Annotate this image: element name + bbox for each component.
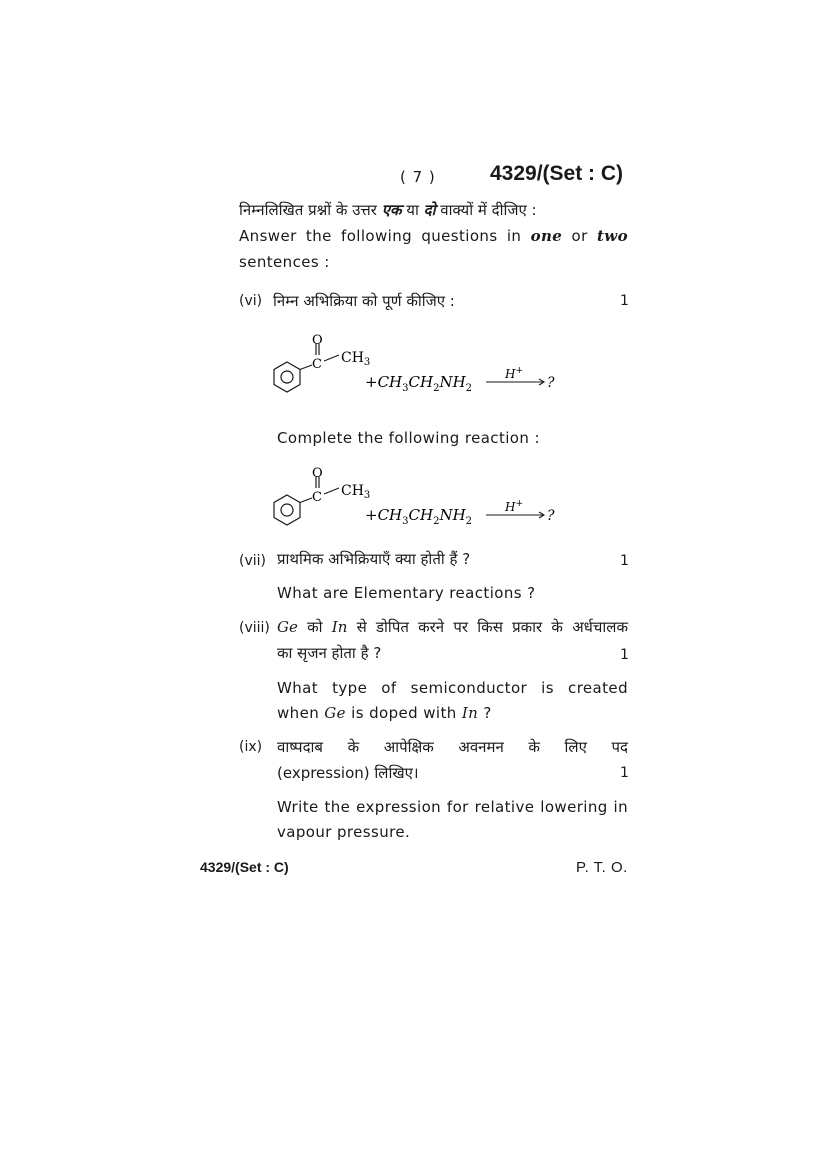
benzene-ring-1 (274, 362, 300, 392)
indium-symbol-en: In (461, 704, 479, 722)
question-ix-hindi-line2: (expression) लिखिए। (277, 764, 419, 782)
reagent-1: $+CH_3CH_2NH_2$ (365, 373, 473, 394)
question-vii-marks: 1 (620, 553, 629, 569)
germanium-symbol: Ge (277, 618, 298, 636)
reaction-scheme-1 (268, 330, 568, 400)
question-vi-hindi: निम्न अभिक्रिया को पूर्ण कीजिए : (273, 292, 455, 310)
instruction-english-two: two (596, 227, 628, 245)
question-number-viii: (viii) (239, 620, 270, 636)
question-vii-english: What are Elementary reactions ? (277, 584, 536, 602)
question-ix-marks: 1 (620, 765, 629, 781)
pto-label: P. T. O. (576, 859, 628, 876)
question-viii-english-line1: What type of semiconductor is created (277, 679, 628, 697)
germanium-symbol-en: Ge (324, 704, 346, 722)
question-vi-english: Complete the following reaction : (277, 429, 540, 447)
catalyst-2: H+ (505, 499, 524, 514)
paper-code-footer: 4329/(Set : C) (200, 859, 289, 875)
question-ix-english-line1: Write the expression for relative lowering in (277, 798, 628, 816)
carbonyl-carbon-2: C (312, 490, 322, 505)
instruction-hindi: निम्नलिखित प्रश्नों के उत्तर एक या दो वाक्यों में दीजिए : (239, 201, 537, 219)
indium-symbol: In (331, 618, 348, 636)
question-vii-hindi: प्राथमिक अभिक्रियाएँ क्या होती हैं ? (277, 550, 471, 568)
reaction-scheme-2 (268, 463, 568, 533)
question-vi-marks: 1 (620, 293, 629, 309)
reaction-product-2: ? (547, 508, 555, 524)
methyl-group-2: $CH_3$ (341, 483, 371, 501)
instruction-hindi-one: एक (381, 201, 402, 219)
methyl-group-1: $CH_3$ (341, 350, 371, 368)
benzene-ring-2 (274, 495, 300, 525)
question-viii-english-line2: when Ge is doped with In ? (277, 704, 492, 722)
question-viii-hindi-line1: Ge को In से डोपित करने पर किस प्रकार के अर्धचालक (277, 618, 628, 636)
reagent-2: $+CH_3CH_2NH_2$ (365, 506, 473, 527)
reaction-product-1: ? (547, 375, 555, 391)
catalyst-1: H+ (505, 366, 524, 381)
carbonyl-oxygen-2: O (312, 466, 323, 481)
paper-code-header: 4329/(Set : C) (490, 162, 624, 185)
question-viii-marks: 1 (620, 647, 629, 663)
question-ix-english-line2: vapour pressure. (277, 823, 411, 841)
carbonyl-oxygen-1: O (312, 333, 323, 348)
instruction-english-line1: Answer the following questions in one or two (239, 227, 628, 245)
instruction-hindi-two: दो (423, 201, 436, 219)
carbonyl-carbon-1: C (312, 357, 322, 372)
question-viii-hindi-line2: का सृजन होता है ? (277, 644, 382, 662)
question-number-vii: (vii) (239, 553, 266, 569)
instruction-english-one: one (530, 227, 563, 245)
question-number-vi: (vi) (239, 293, 263, 309)
instruction-english-line2: sentences : (239, 253, 330, 271)
question-number-ix: (ix) (239, 739, 263, 755)
question-ix-hindi-line1: वाष्पदाब के आपेक्षिक अवनमन के लिए पद (277, 738, 628, 756)
page-number: ( 7 ) (400, 168, 436, 186)
